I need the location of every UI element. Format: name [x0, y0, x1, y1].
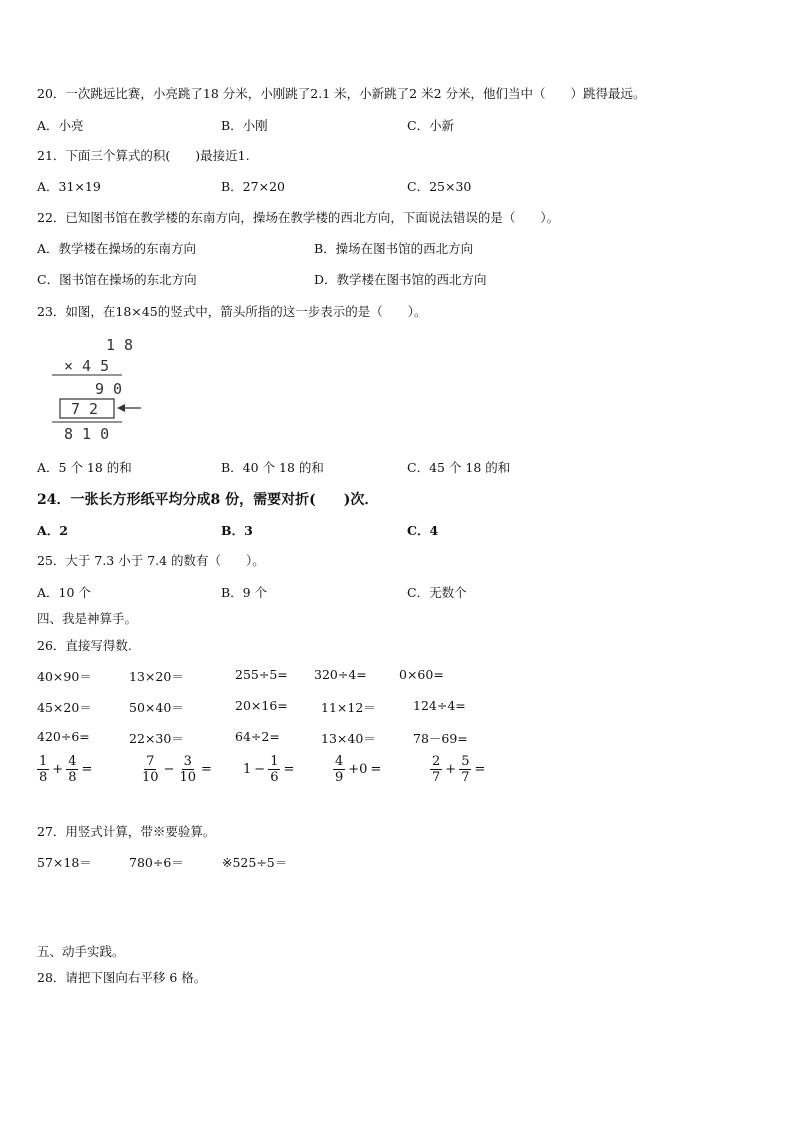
q23-option-b: B．40 个 18 的和 [221, 460, 324, 475]
calc-item: 20×16= [235, 698, 288, 713]
q25-stem: 25．大于 7.3 小于 7.4 的数有（ ）。 [37, 553, 265, 568]
fraction: $\frac{7}{10}$ [142, 754, 159, 785]
q23-option-c: C．45 个 18 的和 [407, 460, 511, 475]
q21-option-b: B．27×20 [221, 179, 285, 194]
q20-option-a: A．小亮 [37, 118, 84, 133]
vertical-multiplication-figure [46, 333, 156, 445]
calc-item: 50×40＝ [129, 700, 184, 715]
calc-item: 255÷5= [235, 667, 288, 682]
q22-option-c: C．图书馆在操场的东北方向 [37, 272, 197, 287]
fraction: $\frac{1}{6}$ [270, 754, 279, 785]
q26-stem: 26．直接写得数. [37, 638, 132, 653]
calc-item: 0×60= [399, 667, 444, 682]
fraction-expr-4: $\frac{4}{9}$ +0 = [335, 754, 382, 785]
vertical-calc-item: 57×18＝ [37, 855, 92, 870]
fraction: $\frac{3}{10}$ [179, 754, 196, 785]
q22-option-d: D．教学楼在图书馆的西北方向 [314, 272, 487, 287]
q21-option-a: A．31×19 [37, 179, 101, 194]
q24-option-c: C．4 [407, 523, 439, 538]
q24-stem: 24．一张长方形纸平均分成8 份，需要对折( )次． [37, 492, 379, 508]
q22-stem: 22．已知图书馆在教学楼的东南方向，操场在教学楼的西北方向，下面说法错误的是（ ）。 [37, 210, 560, 225]
fraction: $\frac{2}{7}$ [432, 754, 441, 785]
calc-item: 40×90＝ [37, 669, 92, 684]
fraction-expr-5: $\frac{2}{7}$ + $\frac{5}{7}$ = [432, 754, 486, 785]
fraction: $\frac{5}{7}$ [461, 754, 470, 785]
calc-item: 78－69= [413, 731, 468, 746]
fraction: $\frac{4}{8}$ [68, 754, 77, 785]
calc-item: 22×30＝ [129, 731, 184, 746]
calc-item: 320÷4= [314, 667, 367, 682]
q27-stem: 27．用竖式计算，带※要验算。 [37, 824, 216, 839]
fraction: $\frac{4}{9}$ [335, 754, 344, 785]
q24-option-b: B．3 [221, 523, 253, 538]
multiplicand: 1 8 [106, 336, 134, 354]
q23-stem: 23．如图，在18×45的竖式中，箭头所指的这一步表示的是（ ）。 [37, 304, 427, 319]
q28-stem: 28．请把下图向右平移 6 格。 [37, 970, 207, 985]
arrow-head-icon [117, 404, 125, 412]
calc-item: 64÷2= [235, 729, 280, 744]
calc-item: 124÷4= [413, 698, 466, 713]
q20-stem: 20．一次跳远比赛，小亮跳了18 分米，小刚跳了2.1 米，小新跳了2 米2 分米，他们当中（ ）跳得最远。 [37, 86, 646, 101]
fraction: $\frac{1}{8}$ [39, 754, 48, 785]
q25-option-b: B．9 个 [221, 585, 268, 600]
q25-option-a: A．10 个 [37, 585, 91, 600]
calc-item: 45×20＝ [37, 700, 92, 715]
q22-option-b: B．操场在图书馆的西北方向 [314, 241, 474, 256]
result: 8 1 0 [64, 425, 110, 443]
q20-option-c: C．小新 [407, 118, 455, 133]
q23-option-a: A．5 个 18 的和 [37, 460, 132, 475]
q22-option-a: A．教学楼在操场的东南方向 [37, 241, 197, 256]
q24-option-a: A．2 [37, 523, 68, 538]
partial-product-1: 9 0 [95, 380, 123, 398]
q25-option-c: C．无数个 [407, 585, 467, 600]
section5-title: 五、动手实践。 [37, 944, 125, 959]
vertical-calc-item: 780÷6＝ [129, 855, 184, 870]
calc-item: 11×12＝ [321, 700, 376, 715]
vertical-calc-item: ※525÷5＝ [222, 855, 288, 870]
calc-item: 13×40＝ [321, 731, 376, 746]
multiplier: × 4 5 [64, 357, 110, 375]
q21-stem: 21．下面三个算式的积( )最接近1. [37, 148, 250, 163]
calc-item: 13×20＝ [129, 669, 184, 684]
q20-option-b: B．小刚 [221, 118, 268, 133]
calc-item: 420÷6= [37, 729, 90, 744]
fraction-expr-3: 1 − $\frac{1}{6}$ = [243, 754, 295, 785]
q21-option-c: C．25×30 [407, 179, 472, 194]
section4-title: 四、我是神算手。 [37, 611, 138, 626]
fraction-expr-2: $\frac{7}{10}$ − $\frac{3}{10}$ = [142, 754, 212, 785]
partial-product-2: 7 2 [71, 400, 99, 418]
fraction-expr-1: $\frac{1}{8}$ + $\frac{4}{8}$ = [39, 754, 93, 785]
